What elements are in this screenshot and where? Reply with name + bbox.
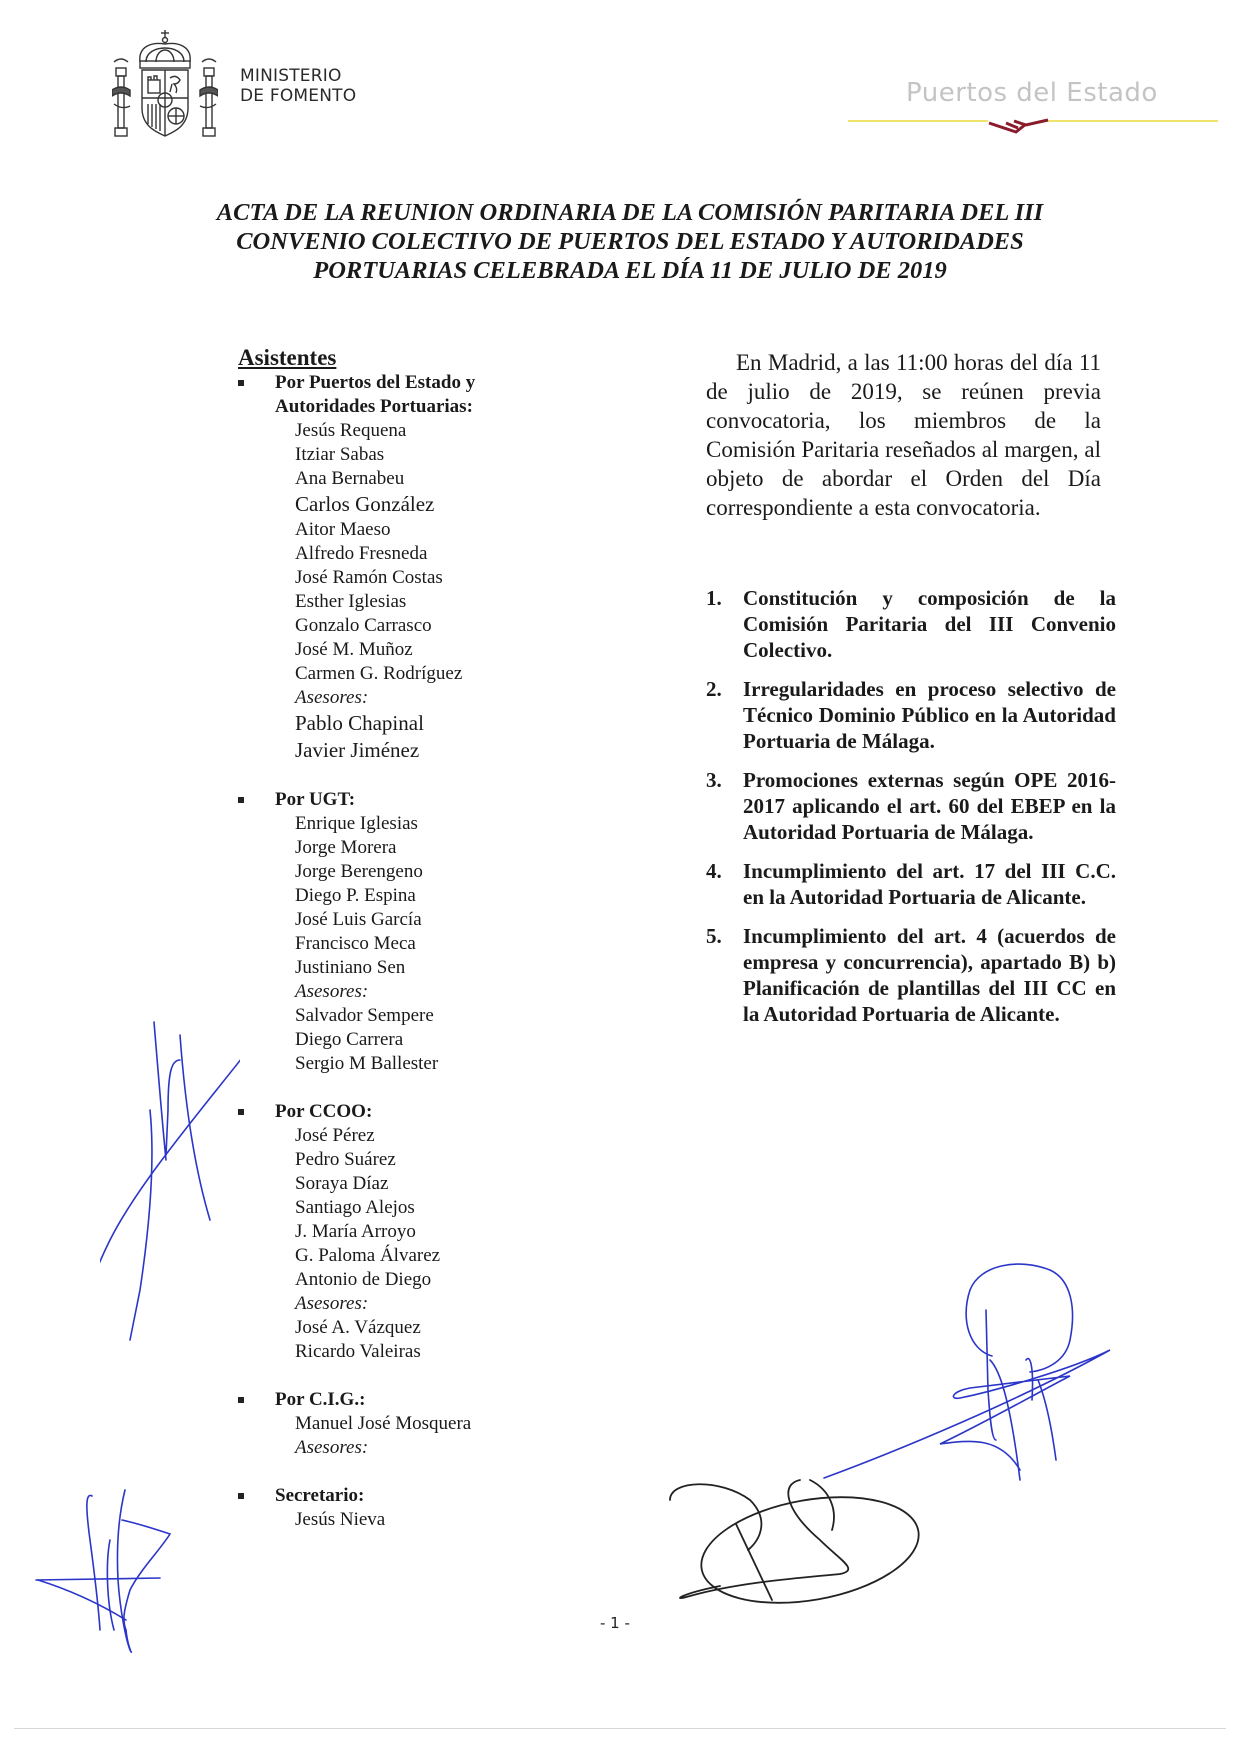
bullet-icon [238, 1493, 244, 1499]
port-authority-logo-mark [848, 118, 1218, 138]
advisor-name: José A. Vázquez [295, 1317, 421, 1338]
attendee-group [238, 1100, 568, 1364]
coat-of-arms-logo [112, 28, 218, 144]
bullet-icon [238, 797, 244, 803]
agenda-text: Incumplimiento del art. 4 (acuerdos de empresa y concurrencia), apartado B) b) Planificación de plantillas del III CC en la Autoridad Portuaria de Alicante. [743, 924, 1116, 1026]
member-name: Alfredo Fresneda [295, 543, 428, 564]
agenda-text: Promociones externas según OPE 2016-2017 aplicando el art. 60 del EBEP en la Autoridad Portuaria de Málaga. [743, 768, 1116, 844]
advisor-name: Diego Carrera [295, 1029, 404, 1050]
signature-4 [660, 1470, 920, 1610]
group-label [238, 1388, 568, 1412]
page-number: - 1 - [600, 1614, 630, 1632]
member-name: Aitor Maeso [295, 519, 391, 540]
ministry-line: MINISTERIO [240, 66, 342, 86]
agenda-text: Irregularidades en proceso selectivo de Técnico Dominio Público en la Autoridad Portuaria de Málaga. [743, 677, 1116, 753]
member-name: José Luis García [295, 909, 422, 930]
agenda-item [706, 585, 1116, 663]
agenda-number: 3. [706, 768, 722, 792]
member-name: José Ramón Costas [295, 567, 443, 588]
member-name: Manuel José Mosquera [295, 1413, 472, 1434]
advisor-name: Javier Jiménez [295, 738, 420, 762]
member-name: Francisco Meca [295, 933, 416, 954]
signature-3 [820, 1260, 1160, 1490]
document-title [200, 198, 1060, 285]
advisor-name: Salvador Sempere [295, 1005, 434, 1026]
port-authority-logo-text: Puertos del Estado [906, 78, 1158, 108]
agenda-item [706, 767, 1116, 845]
intro-paragraph [706, 348, 1101, 522]
group-label [238, 371, 568, 419]
member-name: G. Paloma Álvarez [295, 1245, 441, 1266]
group-label-line: Autoridades Portuarias: [275, 396, 473, 417]
member-name: Carmen G. Rodríguez [295, 663, 463, 684]
member-name: Esther Iglesias [295, 591, 407, 612]
member-name: Gonzalo Carrasco [295, 615, 432, 636]
ministry-line: DE FOMENTO [240, 86, 357, 106]
attendee-group [238, 788, 568, 1076]
member-name: Santiago Alejos [295, 1197, 415, 1218]
member-name: Diego P. Espina [295, 885, 416, 906]
member-name: J. María Arroyo [295, 1221, 416, 1242]
member-name: José Pérez [295, 1125, 375, 1146]
group-label [238, 788, 568, 812]
advisors-label: Asesores: [295, 1293, 369, 1314]
agenda-number: 4. [706, 859, 722, 883]
advisor-name: Ricardo Valeiras [295, 1341, 421, 1362]
agenda-number: 1. [706, 586, 722, 610]
agenda-item [706, 676, 1116, 754]
group-label-line: Secretario: [275, 1485, 365, 1506]
attendee-group [238, 1388, 568, 1460]
group-label [238, 1100, 568, 1124]
bullet-icon [238, 1397, 244, 1403]
member-name: Enrique Iglesias [295, 813, 418, 834]
member-name: Ana Bernabeu [295, 468, 405, 489]
attendee-group [238, 371, 568, 764]
group-label-line: Por C.I.G.: [275, 1389, 366, 1410]
member-name: Carlos González [295, 492, 435, 516]
member-name: Jesús Nieva [295, 1509, 386, 1530]
advisors-label: Asesores: [295, 981, 369, 1002]
advisors-label: Asesores: [295, 1437, 369, 1458]
agenda-number: 5. [706, 924, 722, 948]
bullet-icon [238, 380, 244, 386]
member-name: José M. Muñoz [295, 639, 413, 660]
group-label-line: Por CCOO: [275, 1101, 373, 1122]
agenda-text: Incumplimiento del art. 17 del III C.C. en la Autoridad Portuaria de Alicante. [743, 859, 1116, 909]
bottom-scan-edge [14, 1728, 1226, 1729]
member-name: Soraya Díaz [295, 1173, 389, 1194]
ministry-name [240, 66, 356, 106]
member-name: Jorge Berengeno [295, 861, 423, 882]
advisor-name: Sergio M Ballester [295, 1053, 439, 1074]
member-name: Justiniano Sen [295, 957, 406, 978]
group-label-line: Por UGT: [275, 789, 356, 810]
signature-1 [100, 1010, 240, 1350]
attendees-heading: Asistentes [238, 345, 337, 370]
advisor-name: Pablo Chapinal [295, 711, 424, 735]
signature-2 [30, 1480, 180, 1660]
agenda-list [706, 585, 1116, 1040]
title-line: CONVENIO COLECTIVO DE PUERTOS DEL ESTADO Y AUTORIDADES [236, 228, 1024, 255]
group-label-line: Por Puertos del Estado y [275, 372, 476, 393]
member-name: Jorge Morera [295, 837, 397, 858]
title-line: PORTUARIAS CELEBRADA EL DÍA 11 DE JULIO DE 2019 [313, 257, 947, 284]
advisors-label: Asesores: [295, 687, 369, 708]
agenda-item [706, 858, 1116, 910]
agenda-text: Constitución y composición de la Comisión Paritaria del III Convenio Colectivo. [743, 586, 1116, 662]
member-name: Itziar Sabas [295, 444, 385, 465]
member-name: Jesús Requena [295, 420, 407, 441]
title-line: ACTA DE LA REUNION ORDINARIA DE LA COMISIÓN PARITARIA DEL III [216, 199, 1044, 226]
group-label [238, 1484, 568, 1508]
member-name: Pedro Suárez [295, 1149, 396, 1170]
member-name: Antonio de Diego [295, 1269, 432, 1290]
agenda-number: 2. [706, 677, 722, 701]
agenda-item [706, 923, 1116, 1027]
intro-text: En Madrid, a las 11:00 horas del día 11 de julio de 2019, se reúnen previa convocatoria, los miembros de la Comisión Paritaria reseñados al margen, al objeto de abordar el Orden del Día correspondiente a esta convocatoria. [706, 350, 1101, 520]
attendee-group [238, 1484, 568, 1532]
attendees-section [238, 346, 568, 1532]
